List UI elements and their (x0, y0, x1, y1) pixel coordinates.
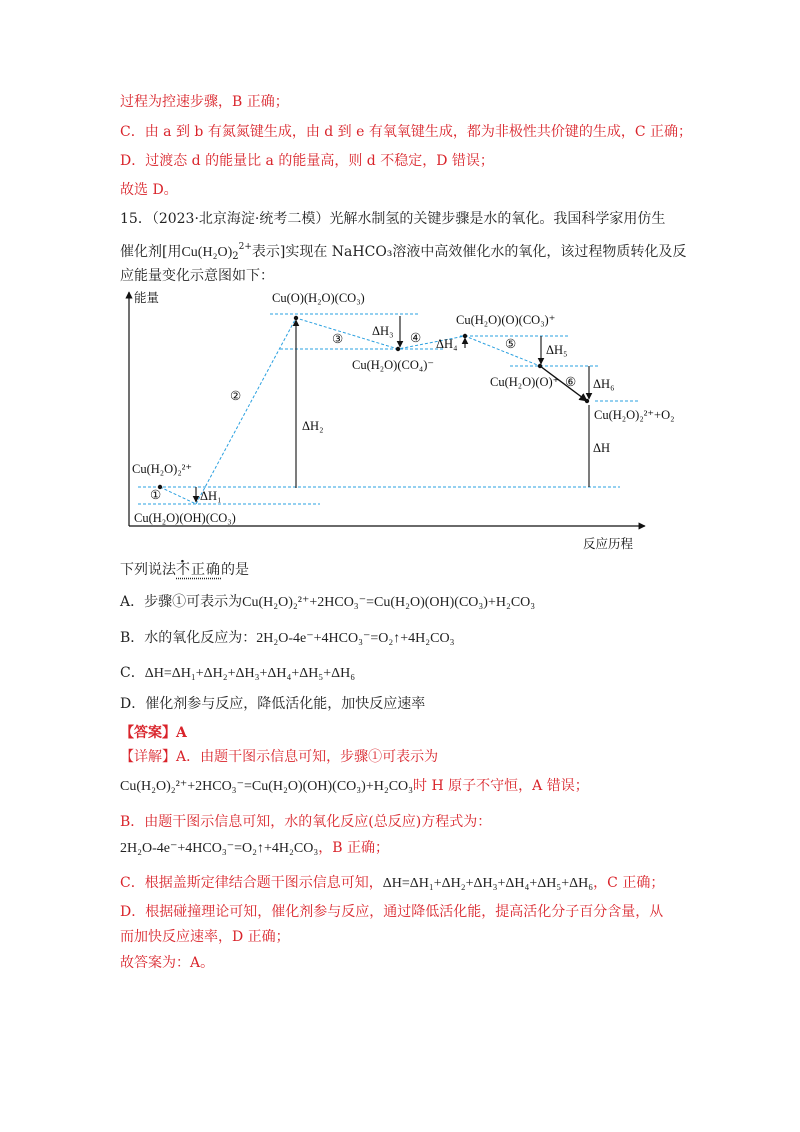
species-start: Cu(H₂O)₂²⁺ (132, 462, 193, 476)
option-d: D．催化剂参与反应，降低活化能，加快反应速率 (120, 696, 426, 712)
energy-diagram (120, 280, 675, 555)
detail-b-line-1: B．由题干图示信息可知，水的氧化反应(总反应)方程式为： (120, 814, 492, 830)
option-a: A．步骤①可表示为Cu(H₂O)₂²⁺+2HCO₃⁻=Cu(H₂O)(OH)(CO₃)+H₂CO₃ (120, 594, 536, 610)
step-3: ③ (332, 332, 344, 346)
step-4: ④ (410, 331, 422, 345)
option-b: B．水的氧化反应为：2H₂O-4e⁻+4HCO₃⁻=O₂↑+4H₂CO₃ (120, 630, 455, 646)
species-i2: Cu(H₂O)(CO₄)⁻ (352, 358, 434, 372)
species-end: Cu(H₂O)₂²⁺+O₂ (594, 408, 675, 422)
question-line-2: 催化剂[用$Cu(H_2O)_2^{2+}$表示]实现在 NaHCO₃溶液中高效催化水的氧化，该过程物质转化及反 (120, 242, 687, 262)
detail-a-line-2: Cu(H₂O)₂²⁺+2HCO₃⁻=Cu(H₂O)(OH)(CO₃)+H₂CO₃时 H 原子不守恒，A 错误； (120, 778, 589, 794)
step-5: ⑤ (505, 337, 517, 351)
x-axis-label: 反应历程 (583, 536, 634, 551)
species-i3: Cu(H₂O)(O)(CO₃)⁺ (456, 313, 556, 327)
question-line-1: 15．（2023·北京海淀·统考二模）光解水制氢的关键步骤是水的氧化。我国科学家用仿生 (120, 211, 666, 227)
detail-c-line: C．根据盖斯定律结合题干图示信息可知，ΔH=ΔH₁+ΔH₂+ΔH₃+ΔH₄+ΔH₅+ΔH₆，C 正确； (120, 875, 665, 891)
dh6-label: ΔH₆ (593, 377, 615, 391)
dh-label: ΔH (593, 441, 611, 455)
question-prompt: 下列说法不正确的是 (120, 562, 249, 578)
species-ts-top: Cu(O)(H₂O)(CO₃) (272, 291, 365, 305)
dh3-label: ΔH₃ (372, 324, 394, 338)
dh1-label: ΔH₁ (200, 489, 222, 503)
dh4-label: ΔH₄ (436, 337, 458, 351)
species-i4: Cu(H₂O)(O)⁺ (490, 375, 560, 389)
prev-line-4: 故选 D。 (120, 182, 178, 198)
detail-a-line-1: 【详解】A．由题干图示信息可知，步骤①可表示为 (120, 749, 439, 765)
prev-line-2: C．由 a 到 b 有氮氮键生成，由 d 到 e 有氧氧键生成，都为非极性共价键的生成，C 正确； (120, 124, 693, 140)
step-2: ② (230, 389, 242, 403)
detail-d-line-1: D．根据碰撞理论可知，催化剂参与反应，通过降低活化能，提高活化分子百分含量，从 (120, 904, 664, 920)
prev-line-1: 过程为控速步骤，B 正确； (120, 94, 289, 110)
option-c: C．ΔH=ΔH₁+ΔH₂+ΔH₃+ΔH₄+ΔH₅+ΔH₆ (120, 665, 356, 681)
question-line-3: 应能量变化示意图如下： (120, 268, 274, 284)
answer-label: 【答案】A (120, 725, 187, 741)
step-1: ① (150, 488, 162, 502)
step-6: ⑥ (565, 375, 577, 389)
question-line-2a: 催化剂[用 (120, 244, 182, 260)
emphasized-text: 不正确 (176, 562, 221, 578)
species-i1: Cu(H₂O)(OH)(CO₃) (134, 511, 236, 525)
dh2-label: ΔH₂ (302, 419, 324, 433)
detail-b-line-2: 2H₂O-4e⁻+4HCO₃⁻=O₂↑+4H₂CO₃，B 正确； (120, 840, 389, 856)
dh5-label: ΔH₅ (546, 343, 568, 357)
detail-d-line-2: 而加快反应速率，D 正确； (120, 929, 290, 945)
prev-line-3: D．过渡态 d 的能量比 a 的能量高，则 d 不稳定，D 错误； (120, 153, 494, 169)
question-line-2b: 表示]实现在 NaHCO₃溶液中高效催化水的氧化，该过程物质转化及反 (251, 244, 687, 260)
final-answer: 故答案为：A。 (120, 955, 215, 971)
y-axis-label: 能量 (134, 290, 160, 305)
catalyst-formula: Cu(H₂O) (181, 245, 233, 260)
reaction-path (160, 318, 540, 504)
